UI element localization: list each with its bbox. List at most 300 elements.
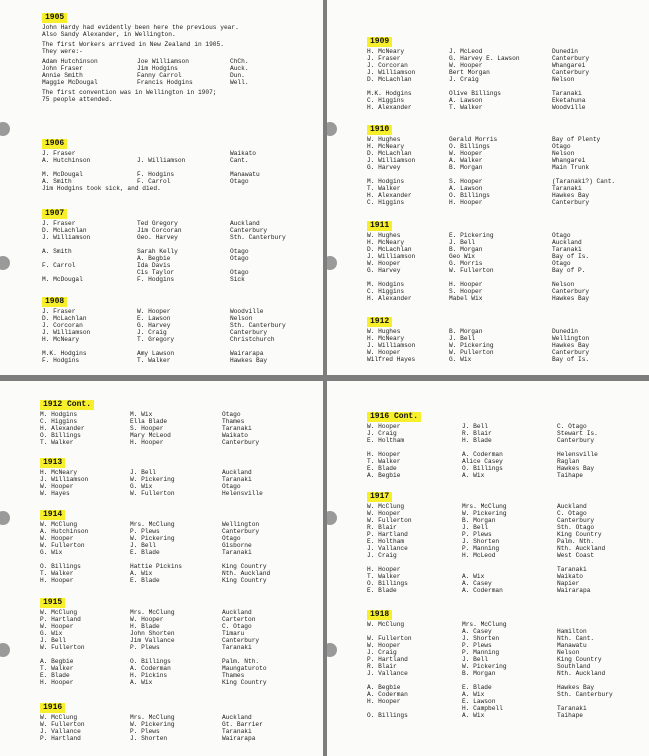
year-heading: 1908 (42, 297, 67, 307)
worker-name: T. Walker (40, 665, 74, 672)
field-location: Taranaki (557, 705, 587, 712)
entry-row (367, 253, 590, 260)
worker-name: T. Walker (367, 573, 401, 580)
field-location: Gt. Barrier (222, 721, 263, 728)
partner-name: Jim Hodgins (137, 65, 178, 72)
entry-row (42, 58, 249, 65)
field-location: Palm. Nth. (222, 658, 260, 665)
entry-row (367, 642, 587, 649)
entry-row (367, 48, 578, 55)
year-heading: 1911 (367, 221, 392, 231)
field-location: Auckland (230, 220, 260, 227)
field-location: Hamilton (557, 628, 587, 635)
partner-name: J. Shorten (130, 735, 168, 742)
entry-row (367, 246, 582, 253)
partner-name: Mrs. McClung (130, 521, 175, 528)
partner-name: W. Hooper (449, 62, 483, 69)
partner-name: Olive Billings (449, 90, 501, 97)
worker-name: P. Hartland (40, 616, 81, 623)
partner-name: G. Harvey (137, 322, 171, 329)
worker-name: T. Walker (40, 570, 74, 577)
worker-name: H. McNeary (367, 143, 405, 150)
partner-name: Fanny Carrol (137, 72, 182, 79)
entry-row (42, 357, 268, 364)
year-heading: 1909 (367, 37, 392, 47)
field-location: Southland (557, 663, 591, 670)
partner-name: Mabel Wix (449, 295, 483, 302)
worker-name: Maggie McDougal (42, 79, 98, 86)
section-1913 (40, 451, 263, 497)
entry-row (367, 656, 602, 663)
entry-row (367, 566, 587, 573)
entry-row (40, 521, 260, 528)
entry-row (367, 185, 582, 192)
partner-name: John Shorten (130, 630, 175, 637)
worker-name: W. Hooper (367, 260, 401, 267)
partner-name: Cis Taylor (137, 269, 175, 276)
worker-name: J. Vallance (367, 545, 408, 552)
entry-row (367, 104, 586, 111)
field-location: Taranaki (222, 425, 252, 432)
entry-row (40, 425, 252, 432)
partner-name: E. Blade (462, 684, 492, 691)
entry-row (367, 691, 613, 698)
partner-name: E. Lawson (462, 698, 496, 705)
worker-name: H. Alexander (367, 295, 412, 302)
entry-row (367, 328, 578, 335)
field-location: Hawkes Bay (552, 192, 590, 199)
worker-name: H. Hooper (40, 577, 74, 584)
entry-row (367, 531, 602, 538)
worker-name: H. Alexander (367, 104, 412, 111)
worker-name: J. Bell (40, 637, 66, 644)
worker-name: W. Fullerton (367, 635, 412, 642)
partner-name: W. Pickering (449, 342, 494, 349)
worker-name: O. Billings (367, 580, 408, 587)
field-location: ChCh. (230, 58, 249, 65)
binder-hole (0, 256, 10, 270)
field-location: Taranaki (222, 644, 252, 651)
partner-name: A. Wix (462, 573, 485, 580)
field-location: C. Otago (557, 423, 587, 430)
section-1910 (367, 118, 616, 206)
partner-name: S. Hooper (449, 288, 483, 295)
field-location: Taranaki (222, 728, 252, 735)
entry-row (367, 356, 590, 363)
entry-row (42, 315, 253, 322)
worker-name: J. Williamson (367, 342, 416, 349)
field-location: C. Otago (222, 623, 252, 630)
entry-row (40, 672, 245, 679)
entry-row (40, 735, 256, 742)
partner-name: P. Plews (130, 728, 160, 735)
entry-row (367, 545, 606, 552)
entry-row (367, 503, 587, 510)
worker-name: H. Hooper (40, 679, 74, 686)
partner-name: G. Harvey E. Lawson (449, 55, 520, 62)
entry-row (367, 76, 575, 83)
section-1917 (367, 485, 606, 594)
partner-name: A. Wix (462, 712, 485, 719)
year-heading: 1914 (40, 510, 65, 520)
worker-name: T. Walker (367, 458, 401, 465)
worker-name: E. Holtham (367, 538, 405, 545)
worker-name: W. McClung (40, 609, 78, 616)
partner-name: Mrs. McClung (130, 609, 175, 616)
section-1914 (40, 503, 271, 584)
entry-row (367, 69, 590, 76)
worker-name: J. Fraser (42, 308, 76, 315)
worker-name: Annie Smith (42, 72, 83, 79)
field-location: Helensville (222, 490, 263, 497)
section-1918 (367, 603, 613, 719)
partner-name: P. Manning (462, 649, 500, 656)
worker-name: J. Craig (367, 552, 397, 559)
partner-name: B. Morgan (449, 164, 483, 171)
partner-name: A. Wix (462, 691, 485, 698)
entry-row (42, 79, 249, 86)
worker-name: W. Hooper (367, 510, 401, 517)
partner-name: G. Morris (449, 260, 483, 267)
field-location: Otago (552, 232, 571, 239)
worker-rows (42, 58, 249, 86)
partner-name: Jim Corcoran (137, 227, 182, 234)
worker-name: H. McNeary (40, 469, 78, 476)
section-1906 (42, 132, 260, 192)
partner-name: W. Pickering (130, 476, 175, 483)
worker-rows (367, 232, 590, 302)
entry-row (367, 199, 590, 206)
entry-row (42, 308, 264, 315)
partner-name: Geo. Harvey (137, 234, 178, 241)
field-location: Canterbury (222, 637, 260, 644)
field-location: Auckland (222, 469, 252, 476)
worker-name: G. Harvey (367, 164, 401, 171)
partner-name: E. Blade (130, 549, 160, 556)
partner-name: A. Wix (462, 472, 485, 479)
entry-row (42, 150, 256, 157)
entry-row (40, 535, 241, 542)
field-location: Wairarapa (222, 735, 256, 742)
entry-row (367, 430, 598, 437)
intro-line: John Hardy had evidently been here the previous year. (42, 24, 239, 31)
worker-name: W. McClung (367, 503, 405, 510)
partner-name: J. Shorten (462, 538, 500, 545)
worker-name: A. Smith (42, 178, 72, 185)
year-heading: 1910 (367, 125, 392, 135)
worker-name: W. Hooper (40, 623, 74, 630)
worker-name: W. Fullerton (40, 721, 85, 728)
field-location: Sth. Canterbury (557, 691, 613, 698)
partner-name: Amy Lawson (137, 350, 175, 357)
field-location: Hawkes Bay (557, 684, 595, 691)
partner-name: H. Hooper (449, 281, 483, 288)
partner-name: B. Morgan (462, 670, 496, 677)
worker-rows (42, 150, 260, 185)
entry-row (367, 423, 587, 430)
worker-name: J. Williamson (42, 329, 91, 336)
worker-rows (40, 521, 271, 584)
year-heading: 1918 (367, 610, 392, 620)
worker-name: C. Higgins (367, 97, 405, 104)
worker-name: W. Hayes (40, 490, 70, 497)
entry-row (367, 274, 392, 281)
worker-name: G. Wix (40, 549, 63, 556)
partner-name: Joe Williamson (137, 58, 189, 65)
worker-name: H. McNeary (367, 335, 405, 342)
binder-hole (0, 511, 10, 525)
entry-row (367, 635, 595, 642)
entry-row (40, 616, 256, 623)
entry-row (40, 637, 260, 644)
entry-row (367, 267, 586, 274)
worker-rows (40, 714, 263, 742)
partner-name: W. Pickering (130, 721, 175, 728)
entry-row (40, 490, 263, 497)
partner-name: S. Hooper (130, 425, 164, 432)
field-location: Taranaki (222, 549, 252, 556)
field-location: Nelson (552, 76, 575, 83)
field-location: Taranaki (557, 566, 587, 573)
entry-row (367, 239, 582, 246)
field-location: Nelson (230, 315, 253, 322)
worker-name: W. Hooper (40, 483, 74, 490)
entry-row (367, 663, 591, 670)
entry-row (42, 336, 275, 343)
partner-name: W. Hooper (137, 308, 171, 315)
entry-row (42, 350, 264, 357)
partner-name: J. Craig (137, 329, 167, 336)
worker-name: W. Hooper (367, 423, 401, 430)
field-location: Otago (230, 248, 249, 255)
partner-name: J. Shorten (462, 635, 500, 642)
partner-name: J. Bell (130, 542, 156, 549)
field-location: King Country (557, 531, 602, 538)
field-location: Canterbury (552, 55, 590, 62)
section-1908 (42, 290, 286, 364)
worker-name: J. Williamson (40, 476, 89, 483)
year-heading: 1916 Cont. (367, 412, 421, 422)
entry-row (42, 269, 249, 276)
worker-rows (367, 621, 613, 719)
binder-hole (327, 256, 337, 270)
worker-name: J. Vallance (367, 670, 408, 677)
field-location: Bay of P. (552, 267, 586, 274)
year-heading: 1912 (367, 317, 392, 327)
entry-row (367, 288, 590, 295)
binder-hole (0, 122, 10, 136)
partner-name: E. Lawson (137, 315, 171, 322)
worker-name: E. Holtham (367, 437, 405, 444)
partner-name: O. Billings (449, 143, 490, 150)
entry-row (367, 62, 586, 69)
partner-name: J. Craig (449, 76, 479, 83)
field-location: Canterbury (552, 69, 590, 76)
entry-row (42, 343, 67, 350)
partner-name: H. Campbell (462, 705, 503, 712)
entry-row (40, 549, 252, 556)
worker-name: J. Fraser (42, 150, 76, 157)
field-location: Bay of Is. (552, 356, 590, 363)
field-location: Bay of Is. (552, 253, 590, 260)
field-location: Dunedin (552, 48, 578, 55)
partner-name: Mary McLeod (130, 432, 171, 439)
section-1912 (367, 310, 590, 363)
entry-row (367, 55, 590, 62)
worker-name: H. McNeary (367, 239, 405, 246)
entry-row (367, 677, 392, 684)
binder-hole (327, 122, 337, 136)
worker-name: W. Fullerton (367, 517, 412, 524)
partner-name: W. Pickering (462, 510, 507, 517)
entry-row (367, 335, 590, 342)
section-1909 (367, 30, 590, 111)
partner-name: B. Morgan (449, 246, 483, 253)
field-location: Cant. (230, 157, 249, 164)
worker-rows (40, 469, 263, 497)
first-workers-line: They were:- (42, 48, 83, 55)
entry-row (42, 157, 249, 164)
field-location: Carterton (222, 616, 256, 623)
entry-row (40, 483, 241, 490)
entry-row (40, 528, 260, 535)
worker-rows (367, 503, 606, 594)
entry-row (42, 72, 245, 79)
partner-name: T. Gregory (137, 336, 175, 343)
partner-name: P. Plews (130, 528, 160, 535)
partner-name: W. Pullerton (449, 349, 494, 356)
partner-name: W. Fullerton (449, 267, 494, 274)
worker-name: W. Hooper (367, 349, 401, 356)
field-location: Canterbury (552, 288, 590, 295)
entry-row (42, 164, 161, 171)
worker-rows (40, 609, 267, 686)
entry-row (40, 679, 267, 686)
field-location: Woodville (230, 308, 264, 315)
worker-name: E. Blade (40, 672, 70, 679)
entry-row (40, 476, 252, 483)
entry-row (367, 192, 590, 199)
section-1911 (367, 214, 590, 302)
worker-rows (367, 48, 590, 111)
field-location: Canterbury (557, 517, 595, 524)
partner-name: F. Hodgins (137, 171, 175, 178)
field-location: Auckland (557, 503, 587, 510)
worker-name: C. Higgins (40, 418, 78, 425)
field-location: Canterbury (552, 349, 590, 356)
partner-name: G. Wix (130, 483, 153, 490)
partner-name: Mrs. McClung (462, 621, 507, 628)
worker-name: P. Hartland (40, 735, 81, 742)
field-location: Otago (222, 483, 241, 490)
field-location: Auckland (552, 239, 582, 246)
partner-name: J. Bell (449, 335, 475, 342)
year-heading: 1915 (40, 598, 65, 608)
field-location: Otago (552, 260, 571, 267)
partner-name: W. Pickering (130, 535, 175, 542)
field-location: Auckland (222, 714, 252, 721)
entry-row (40, 469, 252, 476)
field-location: Otago (552, 143, 571, 150)
entry-row (367, 552, 595, 559)
entry-row (40, 665, 267, 672)
partner-name: H. Blade (462, 437, 492, 444)
entry-row (367, 164, 590, 171)
entry-row (40, 432, 248, 439)
entry-row (40, 411, 241, 418)
field-location: Otago (230, 255, 249, 262)
entry-row (367, 451, 598, 458)
partner-name: A. Lawson (449, 185, 483, 192)
entry-row (367, 458, 580, 465)
worker-name: M. McDougal (42, 171, 83, 178)
partner-name: A. Coderman (130, 665, 171, 672)
worker-name: W. Hughes (367, 328, 401, 335)
entry-row (367, 97, 586, 104)
partner-name: F. Hodgins (137, 276, 175, 283)
worker-name: R. Blair (367, 663, 397, 670)
entry-row (367, 628, 587, 635)
worker-name: W. Hooper (40, 535, 74, 542)
worker-name: W. Hughes (367, 232, 401, 239)
partner-name: H. Blade (130, 623, 160, 630)
convention-line: 75 people attended. (42, 96, 113, 103)
field-location: Sick (230, 276, 245, 283)
worker-name: A. Hutchinson (42, 157, 91, 164)
entry-row (42, 276, 245, 283)
entry-row (40, 623, 252, 630)
worker-name: A. Coderman (367, 691, 408, 698)
year-heading: 1907 (42, 209, 67, 219)
field-location: Waikato (557, 573, 583, 580)
field-location: Main Trunk (552, 164, 590, 171)
partner-name: W. Hooper (130, 616, 164, 623)
field-location: Waikato (230, 150, 256, 157)
field-location: Otago (222, 411, 241, 418)
entry-row (40, 728, 252, 735)
partner-name: Hattie Pickins (130, 563, 182, 570)
field-location: Palm. Nth. (557, 538, 595, 545)
worker-name: M.K. Hodgins (367, 90, 412, 97)
partner-name: O. Billings (130, 658, 171, 665)
entry-row (367, 698, 496, 705)
partner-name: T. Walker (137, 357, 171, 364)
partner-name: P. Plews (130, 644, 160, 651)
field-location: Manawatu (557, 642, 587, 649)
partner-name: S. Hooper (449, 178, 483, 185)
entry-row (40, 542, 252, 549)
entry-row (40, 418, 245, 425)
worker-name: F. Carrol (42, 262, 76, 269)
partner-name: J. McLeod (449, 48, 483, 55)
partner-name: Francis Hodgins (137, 79, 193, 86)
worker-name: H. Hooper (367, 566, 401, 573)
partner-name: A. Walker (449, 157, 483, 164)
field-location: Canterbury (230, 227, 268, 234)
entry-row (367, 90, 582, 97)
field-location: Whangarei (552, 62, 586, 69)
worker-name: O. Billings (40, 432, 81, 439)
worker-name: J. Vallance (40, 728, 81, 735)
worker-name: H. Alexander (40, 425, 85, 432)
partner-name: Ella Blade (130, 418, 168, 425)
worker-name: M. Hodgins (367, 178, 405, 185)
worker-name: H. McNeary (367, 48, 405, 55)
worker-rows (367, 136, 616, 206)
page-top-right (327, 0, 649, 375)
field-location: Hawkes Bay (557, 465, 595, 472)
partner-name: Mrs. McClung (130, 714, 175, 721)
